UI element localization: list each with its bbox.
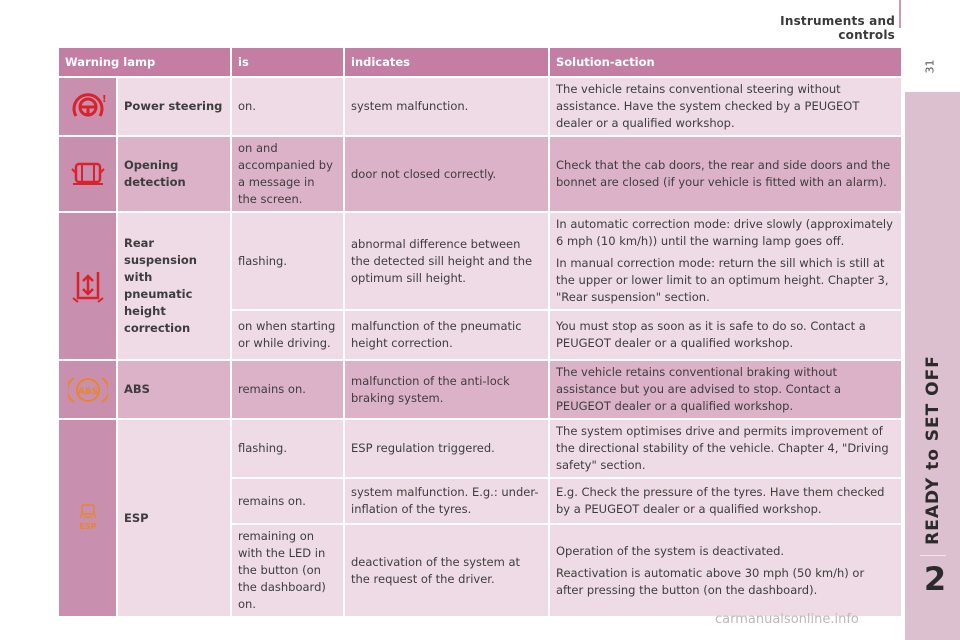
- abs-icon: [68, 374, 108, 406]
- rear-suspension-icon: [70, 266, 106, 306]
- table-row: [59, 361, 901, 418]
- lamp-indicates: malfunction of the pneumatic height correction.: [345, 311, 548, 359]
- lamp-icon-cell: [59, 137, 116, 211]
- solution-text: The vehicle retains conventional steering without assistance. Have the system checked by a PEUGEOT dealer or a qualified workshop.: [556, 82, 860, 130]
- chapter-number: 2: [923, 560, 947, 598]
- lamp-is: remains on.: [232, 361, 343, 418]
- solution-text: You must stop as soon as it is safe to do so. Contact a PEUGEOT dealer or a qualified workshop.: [556, 319, 866, 350]
- header-is: is: [232, 48, 343, 76]
- header-warning-lamp: Warning lamp: [59, 48, 230, 76]
- table-row: [59, 213, 901, 309]
- esp-icon: [75, 503, 101, 533]
- lamp-is: on when starting or while driving.: [232, 311, 343, 359]
- lamp-solution: [550, 361, 901, 418]
- lamp-solution: [550, 525, 901, 616]
- lamp-is: remaining on with the LED in the button (on the dashboard) on.: [232, 525, 343, 616]
- table-row: [59, 137, 901, 211]
- table-row: [59, 78, 901, 135]
- lamp-icon-cell: [59, 420, 116, 616]
- lamp-icon-cell: [59, 78, 116, 135]
- lamp-indicates: door not closed correctly.: [345, 137, 548, 211]
- lamp-indicates: ESP regulation triggered.: [345, 420, 548, 477]
- chapter-divider: [920, 555, 946, 556]
- header-rule: [899, 0, 901, 28]
- solution-text: Check that the cab doors, the rear and side doors and the bonnet are closed (if your vehicle is fitted with an alarm).: [556, 158, 891, 189]
- page-header-title: Instruments and controls: [780, 14, 895, 42]
- header-indicates: indicates: [345, 48, 548, 76]
- lamp-icon-cell: [59, 213, 116, 359]
- lamp-solution: [550, 213, 901, 309]
- warning-lamp-table: [57, 46, 903, 618]
- lamp-solution: [550, 137, 901, 211]
- solution-text: The system optimises drive and permits improvement of the directional stability of the vehicle. Chapter 4, "Driving safety" section.: [556, 424, 889, 472]
- lamp-name: Rear suspension with pneumatic height correction: [118, 213, 230, 359]
- solution-text: In manual correction mode: return the sill which is still at the upper or lower limit to an optimum height. Chapter 3, "Rear suspension" section.: [556, 256, 889, 304]
- lamp-name: ABS: [118, 361, 230, 418]
- page-number: [922, 60, 938, 80]
- lamp-solution: [550, 78, 901, 135]
- power-steering-icon: [69, 90, 107, 124]
- lamp-is: on and accompanied by a message in the screen.: [232, 137, 343, 211]
- lamp-indicates: malfunction of the anti-lock braking system.: [345, 361, 548, 418]
- lamp-icon-cell: [59, 361, 116, 418]
- lamp-name: Opening detection: [118, 137, 230, 211]
- opening-detection-icon: [70, 159, 106, 189]
- solution-text: The vehicle retains conventional braking without assistance but you are advised to stop. Contact a PEUGEOT dealer or a qualified workshop.: [556, 365, 842, 413]
- header-solution: Solution-action: [550, 48, 901, 76]
- lamp-solution: [550, 311, 901, 359]
- chapter-title: [915, 335, 950, 565]
- solution-text: In automatic correction mode: drive slowly (approximately 6 mph (10 km/h)) until the warning lamp goes off.: [556, 217, 893, 248]
- lamp-indicates: deactivation of the system at the request of the driver.: [345, 525, 548, 616]
- lamp-is: remains on.: [232, 479, 343, 523]
- solution-text: E.g. Check the pressure of the tyres. Have them checked by a PEUGEOT dealer or a qualified workshop.: [556, 485, 885, 516]
- watermark: carmanualsonline.info: [715, 612, 859, 627]
- svg-text:!: !: [101, 93, 107, 105]
- lamp-indicates: system malfunction. E.g.: under-inflation of the tyres.: [345, 479, 548, 523]
- solution-text: Operation of the system is deactivated.: [556, 543, 785, 558]
- lamp-name: Power steering: [118, 78, 230, 135]
- lamp-is: flashing.: [232, 420, 343, 477]
- page-number-text: 31: [923, 59, 937, 74]
- lamp-is: on.: [232, 78, 343, 135]
- abs-icon-label: ABS: [77, 386, 98, 397]
- table-header-row: [59, 48, 901, 76]
- chapter-title-text: READY to SET OFF: [922, 355, 943, 545]
- lamp-solution: [550, 479, 901, 523]
- lamp-solution: [550, 420, 901, 477]
- lamp-is: flashing.: [232, 213, 343, 309]
- esp-icon-label: ESP: [78, 522, 97, 531]
- lamp-indicates: system malfunction.: [345, 78, 548, 135]
- lamp-indicates: abnormal difference between the detected sill height and the optimum sill height.: [345, 213, 548, 309]
- lamp-name: ESP: [118, 420, 230, 616]
- table-row: [59, 420, 901, 477]
- solution-text: Reactivation is automatic above 30 mph (50 km/h) or after pressing the button (on the dashboard).: [556, 565, 865, 597]
